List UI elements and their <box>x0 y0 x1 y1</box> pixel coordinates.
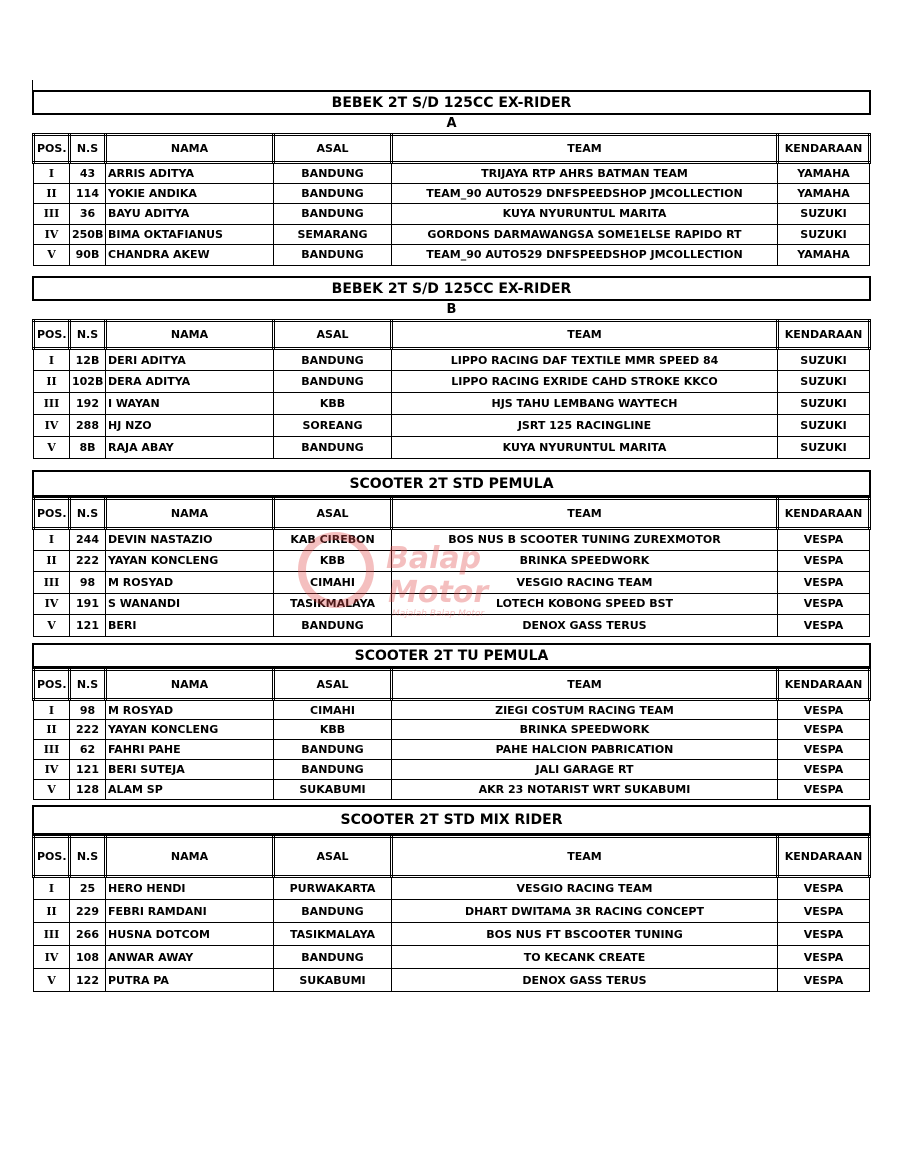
table-header-row <box>34 321 870 349</box>
number-cell: 121 <box>70 615 106 637</box>
vehicle-cell: VESPA <box>778 700 870 720</box>
results-table <box>32 835 871 992</box>
name-cell: DEVIN NASTAZIO <box>106 529 274 551</box>
vehicle-cell: VESPA <box>778 550 870 572</box>
origin-cell: BANDUNG <box>274 760 392 780</box>
team-cell: KUYA NYURUNTUL MARITA <box>392 204 778 225</box>
origin-cell: KBB <box>274 393 392 415</box>
table-row <box>34 224 870 245</box>
vehicle-cell: VESPA <box>778 969 870 992</box>
team-cell: GORDONS DARMAWANGSA SOME1ELSE RAPIDO RT <box>392 224 778 245</box>
vehicle-cell: SUZUKI <box>778 204 870 225</box>
team-cell: LOTECH KOBONG SPEED BST <box>392 593 778 615</box>
vehicle-cell: VESPA <box>778 529 870 551</box>
column-header: N.S <box>70 499 106 529</box>
column-header: ASAL <box>274 499 392 529</box>
team-cell: AKR 23 NOTARIST WRT SUKABUMI <box>392 780 778 800</box>
watermark-text-2: Motor <box>388 575 489 610</box>
origin-cell: BANDUNG <box>274 349 392 371</box>
position-cell: III <box>34 923 70 946</box>
column-header: KENDARAAN <box>778 321 870 349</box>
table-row <box>34 163 870 184</box>
name-cell: YAYAN KONCLENG <box>106 550 274 572</box>
origin-cell: BANDUNG <box>274 615 392 637</box>
vehicle-cell: VESPA <box>778 593 870 615</box>
position-cell: IV <box>34 946 70 969</box>
results-table <box>32 133 871 266</box>
vehicle-cell: VESPA <box>778 740 870 760</box>
name-cell: M ROSYAD <box>106 572 274 594</box>
column-header: TEAM <box>392 499 778 529</box>
name-cell: CHANDRA AKEW <box>106 245 274 266</box>
team-cell: ZIEGI COSTUM RACING TEAM <box>392 700 778 720</box>
position-cell: IV <box>34 224 70 245</box>
vehicle-cell: YAMAHA <box>778 163 870 184</box>
table-row <box>34 923 870 946</box>
column-header: NAMA <box>106 321 274 349</box>
results-section <box>32 276 871 459</box>
table-row <box>34 700 870 720</box>
origin-cell: CIMAHI <box>274 700 392 720</box>
team-cell: DENOX GASS TERUS <box>392 969 778 992</box>
section-title: SCOOTER 2T TU PEMULA <box>32 643 871 668</box>
position-cell: I <box>34 349 70 371</box>
name-cell: YOKIE ANDIKA <box>106 183 274 204</box>
name-cell: ARRIS ADITYA <box>106 163 274 184</box>
watermark-text: Balap <box>386 541 482 576</box>
origin-cell: KBB <box>274 720 392 740</box>
position-cell: I <box>34 529 70 551</box>
table-row <box>34 572 870 594</box>
number-cell: 8B <box>70 437 106 459</box>
number-cell: 98 <box>70 572 106 594</box>
team-cell: DENOX GASS TERUS <box>392 615 778 637</box>
name-cell: BAYU ADITYA <box>106 204 274 225</box>
vehicle-cell: VESPA <box>778 720 870 740</box>
origin-cell: BANDUNG <box>274 245 392 266</box>
column-header: TEAM <box>392 670 778 700</box>
column-header: ASAL <box>274 670 392 700</box>
team-cell: VESGIO RACING TEAM <box>392 877 778 900</box>
results-section <box>32 805 871 992</box>
section-title: SCOOTER 2T STD MIX RIDER <box>32 805 871 835</box>
column-header: POS. <box>34 135 70 163</box>
position-cell: V <box>34 615 70 637</box>
results-section <box>32 643 871 800</box>
number-cell: 25 <box>70 877 106 900</box>
section-title: SCOOTER 2T STD PEMULA <box>32 470 871 497</box>
team-cell: TEAM_90 AUTO529 DNFSPEEDSHOP JMCOLLECTION <box>392 183 778 204</box>
section-title: BEBEK 2T S/D 125CC EX-RIDER <box>32 276 871 301</box>
name-cell: ALAM SP <box>106 780 274 800</box>
table-header-row <box>34 499 870 529</box>
position-cell: V <box>34 780 70 800</box>
table-row <box>34 245 870 266</box>
number-cell: 128 <box>70 780 106 800</box>
team-cell: PAHE HALCION PABRICATION <box>392 740 778 760</box>
origin-cell: BANDUNG <box>274 740 392 760</box>
number-cell: 62 <box>70 740 106 760</box>
position-cell: III <box>34 740 70 760</box>
margin-line <box>32 80 33 90</box>
number-cell: 244 <box>70 529 106 551</box>
section-subtitle: B <box>446 302 457 317</box>
position-cell: II <box>34 550 70 572</box>
vehicle-cell: SUZUKI <box>778 393 870 415</box>
table-header-row <box>34 670 870 700</box>
name-cell: BERI SUTEJA <box>106 760 274 780</box>
table-row <box>34 393 870 415</box>
section-subtitle: A <box>446 116 457 131</box>
team-cell: BOS NUS FT BSCOOTER TUNING <box>392 923 778 946</box>
table-row <box>34 183 870 204</box>
vehicle-cell: VESPA <box>778 877 870 900</box>
team-cell: TO KECANK CREATE <box>392 946 778 969</box>
team-cell: DHART DWITAMA 3R RACING CONCEPT <box>392 900 778 923</box>
origin-cell: SUKABUMI <box>274 780 392 800</box>
vehicle-cell: SUZUKI <box>778 437 870 459</box>
column-header: TEAM <box>392 321 778 349</box>
team-cell: HJS TAHU LEMBANG WAYTECH <box>392 393 778 415</box>
origin-cell: BANDUNG <box>274 163 392 184</box>
table-header-row <box>34 837 870 877</box>
number-cell: 250B <box>70 224 106 245</box>
team-cell: TEAM_90 AUTO529 DNFSPEEDSHOP JMCOLLECTION <box>392 245 778 266</box>
name-cell: FAHRI PAHE <box>106 740 274 760</box>
origin-cell: TASIKMALAYA <box>274 593 392 615</box>
name-cell: HERO HENDI <box>106 877 274 900</box>
section-title: BEBEK 2T S/D 125CC EX-RIDER <box>32 90 871 115</box>
vehicle-cell: VESPA <box>778 572 870 594</box>
number-cell: 36 <box>70 204 106 225</box>
name-cell: YAYAN KONCLENG <box>106 720 274 740</box>
column-header: NAMA <box>106 670 274 700</box>
column-header: NAMA <box>106 499 274 529</box>
column-header: POS. <box>34 837 70 877</box>
origin-cell: SOREANG <box>274 415 392 437</box>
team-cell: BRINKA SPEEDWORK <box>392 550 778 572</box>
column-header: N.S <box>70 321 106 349</box>
number-cell: 229 <box>70 900 106 923</box>
column-header: POS. <box>34 321 70 349</box>
position-cell: III <box>34 572 70 594</box>
vehicle-cell: SUZUKI <box>778 415 870 437</box>
column-header: KENDARAAN <box>778 135 870 163</box>
column-header: POS. <box>34 670 70 700</box>
team-cell: LIPPO RACING EXRIDE CAHD STROKE KKCO <box>392 371 778 393</box>
name-cell: RAJA ABAY <box>106 437 274 459</box>
origin-cell: BANDUNG <box>274 946 392 969</box>
results-table <box>32 319 871 459</box>
vehicle-cell: SUZUKI <box>778 349 870 371</box>
name-cell: DERI ADITYA <box>106 349 274 371</box>
vehicle-cell: SUZUKI <box>778 371 870 393</box>
vehicle-cell: VESPA <box>778 946 870 969</box>
name-cell: M ROSYAD <box>106 700 274 720</box>
column-header: N.S <box>70 670 106 700</box>
position-cell: II <box>34 900 70 923</box>
origin-cell: SEMARANG <box>274 224 392 245</box>
table-header-row <box>34 135 870 163</box>
origin-cell: BANDUNG <box>274 900 392 923</box>
name-cell: I WAYAN <box>106 393 274 415</box>
team-cell: BRINKA SPEEDWORK <box>392 720 778 740</box>
origin-cell: KAB CIREBON <box>274 529 392 551</box>
column-header: POS. <box>34 499 70 529</box>
name-cell: S WANANDI <box>106 593 274 615</box>
team-cell: TRIJAYA RTP AHRS BATMAN TEAM <box>392 163 778 184</box>
number-cell: 122 <box>70 969 106 992</box>
position-cell: V <box>34 969 70 992</box>
origin-cell: TASIKMALAYA <box>274 923 392 946</box>
vehicle-cell: YAMAHA <box>778 245 870 266</box>
number-cell: 114 <box>70 183 106 204</box>
number-cell: 191 <box>70 593 106 615</box>
column-header: KENDARAAN <box>778 670 870 700</box>
column-header: TEAM <box>392 135 778 163</box>
table-row <box>34 415 870 437</box>
column-header: ASAL <box>274 837 392 877</box>
team-cell: VESGIO RACING TEAM <box>392 572 778 594</box>
number-cell: 121 <box>70 760 106 780</box>
number-cell: 98 <box>70 700 106 720</box>
vehicle-cell: YAMAHA <box>778 183 870 204</box>
position-cell: II <box>34 183 70 204</box>
vehicle-cell: VESPA <box>778 780 870 800</box>
column-header: TEAM <box>392 837 778 877</box>
team-cell: BOS NUS B SCOOTER TUNING ZUREXMOTOR <box>392 529 778 551</box>
position-cell: V <box>34 245 70 266</box>
table-row <box>34 349 870 371</box>
origin-cell: PURWAKARTA <box>274 877 392 900</box>
team-cell: JALI GARAGE RT <box>392 760 778 780</box>
number-cell: 43 <box>70 163 106 184</box>
table-row <box>34 720 870 740</box>
table-row <box>34 760 870 780</box>
number-cell: 288 <box>70 415 106 437</box>
position-cell: IV <box>34 593 70 615</box>
table-row <box>34 877 870 900</box>
position-cell: IV <box>34 760 70 780</box>
results-table <box>32 668 871 800</box>
position-cell: I <box>34 700 70 720</box>
number-cell: 266 <box>70 923 106 946</box>
position-cell: III <box>34 393 70 415</box>
table-row <box>34 740 870 760</box>
number-cell: 90B <box>70 245 106 266</box>
table-row <box>34 593 870 615</box>
number-cell: 108 <box>70 946 106 969</box>
name-cell: PUTRA PA <box>106 969 274 992</box>
column-header: KENDARAAN <box>778 837 870 877</box>
team-cell: LIPPO RACING DAF TEXTILE MMR SPEED 84 <box>392 349 778 371</box>
position-cell: I <box>34 163 70 184</box>
table-row <box>34 529 870 551</box>
origin-cell: KBB <box>274 550 392 572</box>
column-header: NAMA <box>106 837 274 877</box>
position-cell: V <box>34 437 70 459</box>
table-row <box>34 900 870 923</box>
table-row <box>34 204 870 225</box>
table-row <box>34 780 870 800</box>
position-cell: I <box>34 877 70 900</box>
table-row <box>34 946 870 969</box>
table-row <box>34 550 870 572</box>
column-header: KENDARAAN <box>778 499 870 529</box>
vehicle-cell: SUZUKI <box>778 224 870 245</box>
name-cell: BERI <box>106 615 274 637</box>
position-cell: IV <box>34 415 70 437</box>
team-cell: JSRT 125 RACINGLINE <box>392 415 778 437</box>
number-cell: 12B <box>70 349 106 371</box>
origin-cell: BANDUNG <box>274 183 392 204</box>
position-cell: II <box>34 371 70 393</box>
vehicle-cell: VESPA <box>778 760 870 780</box>
results-table <box>32 497 871 637</box>
origin-cell: BANDUNG <box>274 204 392 225</box>
column-header: N.S <box>70 837 106 877</box>
table-row <box>34 615 870 637</box>
column-header: N.S <box>70 135 106 163</box>
table-row <box>34 437 870 459</box>
table-row <box>34 969 870 992</box>
name-cell: DERA ADITYA <box>106 371 274 393</box>
name-cell: BIMA OKTAFIANUS <box>106 224 274 245</box>
team-cell: KUYA NYURUNTUL MARITA <box>392 437 778 459</box>
vehicle-cell: VESPA <box>778 900 870 923</box>
column-header: NAMA <box>106 135 274 163</box>
table-row <box>34 371 870 393</box>
name-cell: ANWAR AWAY <box>106 946 274 969</box>
name-cell: HJ NZO <box>106 415 274 437</box>
name-cell: HUSNA DOTCOM <box>106 923 274 946</box>
vehicle-cell: VESPA <box>778 923 870 946</box>
results-section <box>32 90 871 266</box>
watermark-subtext: Majalah Balap Motor <box>392 609 485 619</box>
origin-cell: BANDUNG <box>274 371 392 393</box>
number-cell: 222 <box>70 720 106 740</box>
origin-cell: SUKABUMI <box>274 969 392 992</box>
number-cell: 192 <box>70 393 106 415</box>
origin-cell: BANDUNG <box>274 437 392 459</box>
column-header: ASAL <box>274 135 392 163</box>
number-cell: 222 <box>70 550 106 572</box>
position-cell: II <box>34 720 70 740</box>
column-header: ASAL <box>274 321 392 349</box>
results-section <box>32 470 871 637</box>
number-cell: 102B <box>70 371 106 393</box>
position-cell: III <box>34 204 70 225</box>
name-cell: FEBRI RAMDANI <box>106 900 274 923</box>
origin-cell: CIMAHI <box>274 572 392 594</box>
vehicle-cell: VESPA <box>778 615 870 637</box>
